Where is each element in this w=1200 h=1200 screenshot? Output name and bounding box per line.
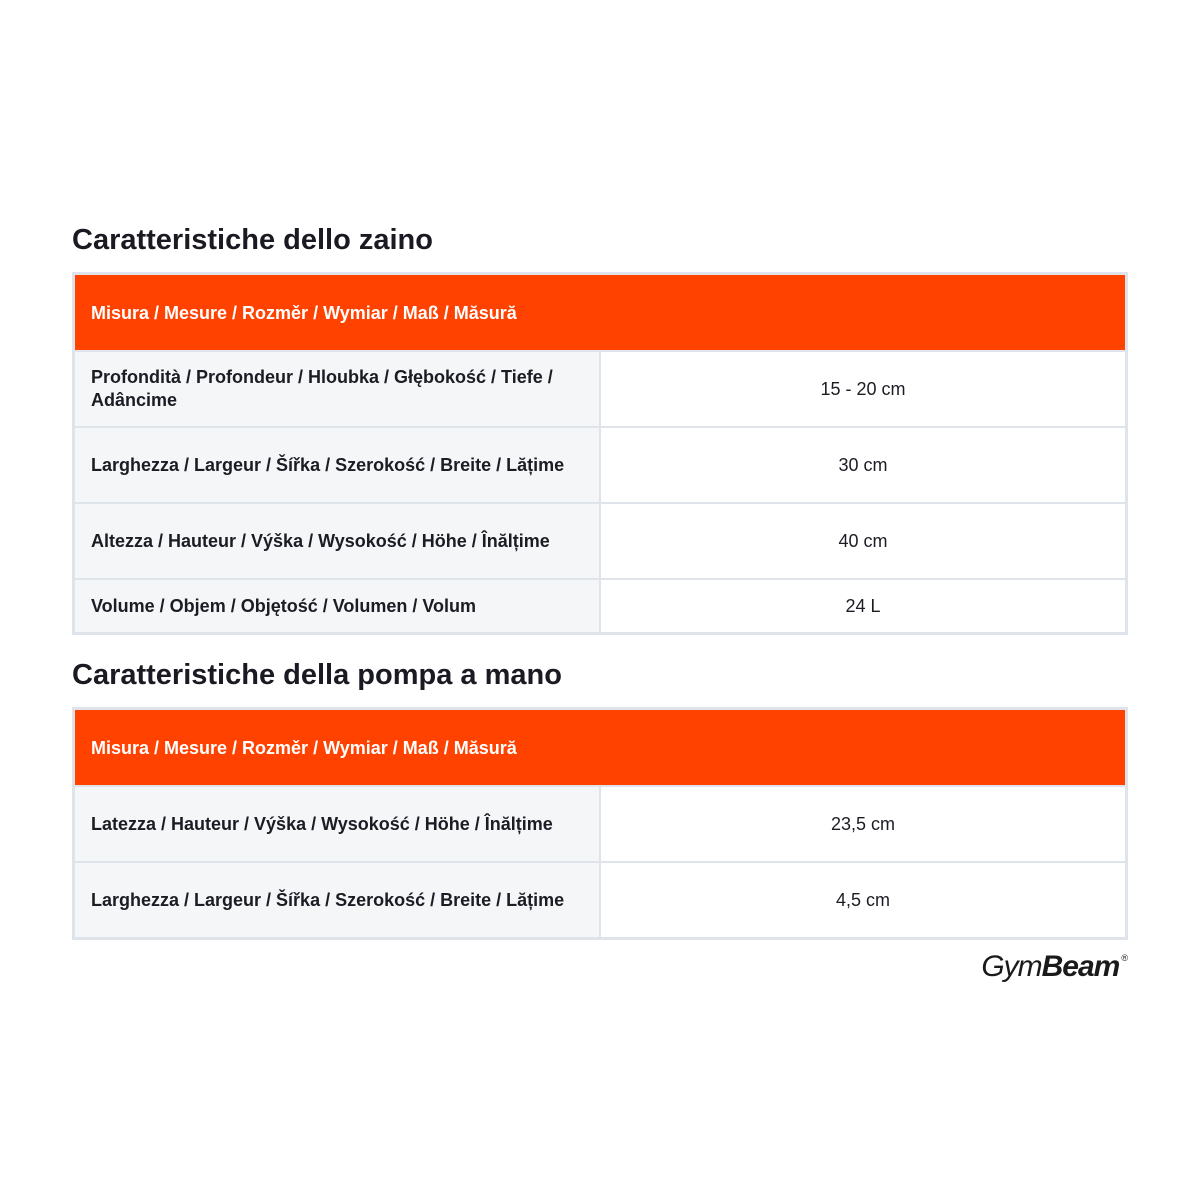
row-label: Larghezza / Largeur / Šířka / Szerokość / Breite / Lățime xyxy=(74,862,601,939)
backpack-section-title: Caratteristiche dello zaino xyxy=(72,224,433,256)
table-header xyxy=(74,709,1127,787)
row-label: Profondità / Profondeur / Hloubka / Głębokość / Tiefe / Adâncime xyxy=(74,351,601,427)
table-row xyxy=(74,862,1127,939)
row-value: 23,5 cm xyxy=(600,786,1127,862)
logo-text-gym: Gym xyxy=(981,950,1042,983)
table-header-label: Misura / Mesure / Rozměr / Wymiar / Maß / Măsură xyxy=(91,737,517,758)
row-value: 30 cm xyxy=(600,427,1127,503)
pump-spec-table xyxy=(72,707,1128,940)
pump-section-title: Caratteristiche della pompa a mano xyxy=(72,659,562,691)
table-row xyxy=(74,786,1127,862)
table-header xyxy=(74,274,1127,352)
table-row xyxy=(74,427,1127,503)
table-header-label: Misura / Mesure / Rozměr / Wymiar / Maß / Măsură xyxy=(91,302,517,323)
table-row xyxy=(74,503,1127,579)
row-value: 15 - 20 cm xyxy=(600,351,1127,427)
row-label: Larghezza / Largeur / Šířka / Szerokość / Breite / Lățime xyxy=(74,427,601,503)
row-label: Altezza / Hauteur / Výška / Wysokość / Höhe / Înălțime xyxy=(74,503,601,579)
gymbeam-logo xyxy=(981,950,1128,984)
row-value: 40 cm xyxy=(600,503,1127,579)
row-value: 24 L xyxy=(600,579,1127,634)
registered-mark: ® xyxy=(1121,953,1128,963)
table-row xyxy=(74,351,1127,427)
logo-text-beam: Beam xyxy=(1041,950,1120,983)
row-label: Latezza / Hauteur / Výška / Wysokość / Höhe / Înălțime xyxy=(74,786,601,862)
table-header-row xyxy=(74,709,1127,787)
table-row xyxy=(74,579,1127,634)
backpack-spec-table xyxy=(72,272,1128,635)
page-content xyxy=(72,220,1128,960)
row-value: 4,5 cm xyxy=(600,862,1127,939)
row-label: Volume / Objem / Objętość / Volumen / Volum xyxy=(74,579,601,634)
table-header-row xyxy=(74,274,1127,352)
